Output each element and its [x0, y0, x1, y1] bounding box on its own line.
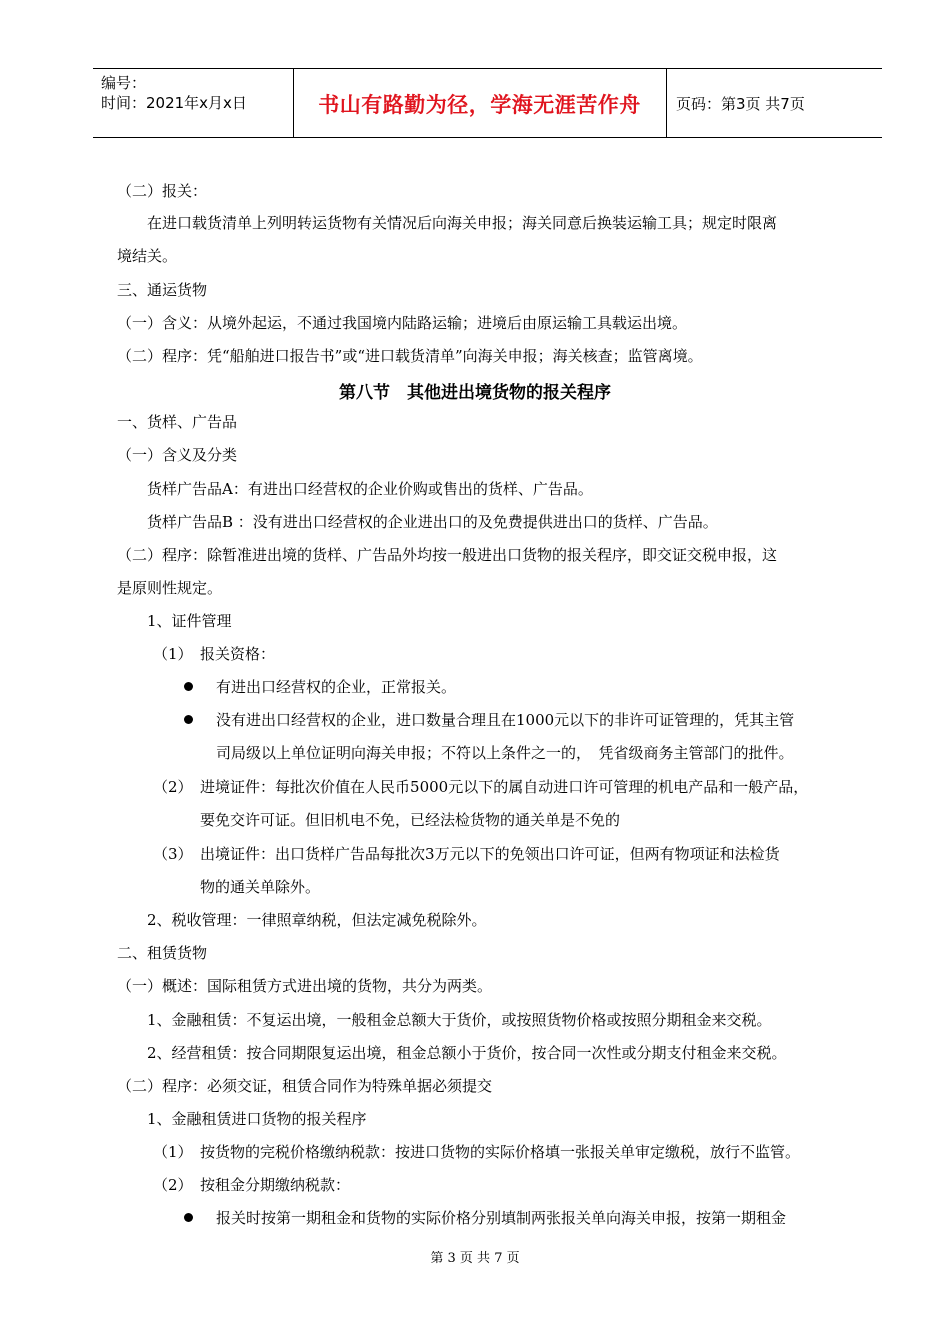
paragraph-line: 货样广告品B ：没有进出口经营权的企业进出口的及免费提供进出口的货样、广告品。: [147, 513, 718, 531]
paragraph-line: 1、金融租赁：不复运出境，一般租金总额大于货价，或按照货物价格或按照分期租金来交税。: [147, 1011, 772, 1029]
paragraph-line: 2、税收管理：一律照章纳税，但法定减免税除外。: [147, 911, 487, 929]
list-item: 物的通关单除外。: [200, 878, 321, 896]
list-item: 司局级以上单位证明向海关申报；不符以上条件之一的， 凭省级商务主管部门的批件。: [216, 744, 794, 762]
paragraph-line: （二）报关：: [117, 182, 208, 200]
subheading: （一）含义及分类: [117, 446, 238, 464]
paragraph-line: （一）概述：国际租赁方式进出境的货物，共分为两类。: [117, 977, 493, 995]
section-title: 第八节 其他进出境货物的报关程序: [339, 383, 611, 403]
paragraph-line: 2、经营租赁：按合同期限复运出境，租金总额小于货价，按合同一次性或分期支付租金来交税。: [147, 1044, 787, 1062]
paragraph-line: （二）程序：凭“船舶进口报告书”或“进口载货清单”向海关申报；海关核查；监管离境。: [117, 347, 703, 365]
header-motto: 书山有路勤为径，学海无涯苦作舟: [318, 93, 641, 117]
bullet-icon: [184, 715, 193, 724]
list-item: （2） 按租金分期缴纳税款：: [153, 1176, 351, 1194]
paragraph-line: 货样广告品A：有进出口经营权的企业价购或售出的货样、广告品。: [147, 480, 593, 498]
list-item: 没有进出口经营权的企业，进口数量合理且在1000元以下的非许可证管理的，凭其主管: [216, 711, 795, 729]
paragraph-line: 是原则性规定。: [117, 579, 223, 597]
bullet-icon: [184, 1213, 193, 1222]
list-item: 有进出口经营权的企业，正常报关。: [216, 678, 457, 696]
subheading: 1、证件管理: [147, 612, 232, 630]
header-divider: [666, 69, 667, 137]
subheading: 1、金融租赁进口货物的报关程序: [147, 1110, 367, 1128]
page-header: [93, 68, 882, 138]
doc-number-label: 编号：: [101, 74, 147, 92]
list-item: （1） 报关资格：: [153, 645, 276, 663]
paragraph-line: （二）程序：必须交证，租赁合同作为特殊单据必须提交: [117, 1077, 493, 1095]
subheading: 一、货样、广告品: [117, 413, 238, 431]
paragraph-line: （一）含义：从境外起运，不通过我国境内陆路运输；进境后由原运输工具载运出境。: [117, 314, 688, 332]
header-page-label: 页码：第3页 共7页: [676, 95, 805, 113]
page-footer: 第 3 页 共 7 页: [430, 1251, 520, 1266]
time-label: 时间：2021年x月x日: [101, 94, 247, 112]
subheading: 三、通运货物: [117, 281, 208, 299]
paragraph-line: 境结关。: [117, 247, 178, 265]
list-item: （3） 出境证件：出口货样广告品每批次3万元以下的免领出口许可证，但两有物项证和法检货: [153, 845, 780, 863]
header-meta: [101, 73, 291, 113]
list-item: （1） 按货物的完税价格缴纳税款：按进口货物的实际价格填一张报关单审定缴税，放行不监管。: [153, 1143, 801, 1161]
paragraph-line: （二）程序：除暂准进出境的货样、广告品外均按一般进出口货物的报关程序，即交证交税申报，这: [117, 546, 778, 564]
list-item: （2） 进境证件：每批次价值在人民币5000元以下的属自动进口许可管理的机电产品和一般产品，: [153, 778, 809, 796]
bullet-icon: [184, 682, 193, 691]
subheading: 二、租赁货物: [117, 944, 208, 962]
paragraph-line: 在进口载货清单上列明转运货物有关情况后向海关申报；海关同意后换装运输工具；规定时限离: [147, 214, 778, 232]
list-item: 要免交许可证。但旧机电不免，已经法检货物的通关单是不免的: [200, 811, 621, 829]
list-item: 报关时按第一期租金和货物的实际价格分别填制两张报关单向海关申报，按第一期租金: [216, 1209, 787, 1227]
